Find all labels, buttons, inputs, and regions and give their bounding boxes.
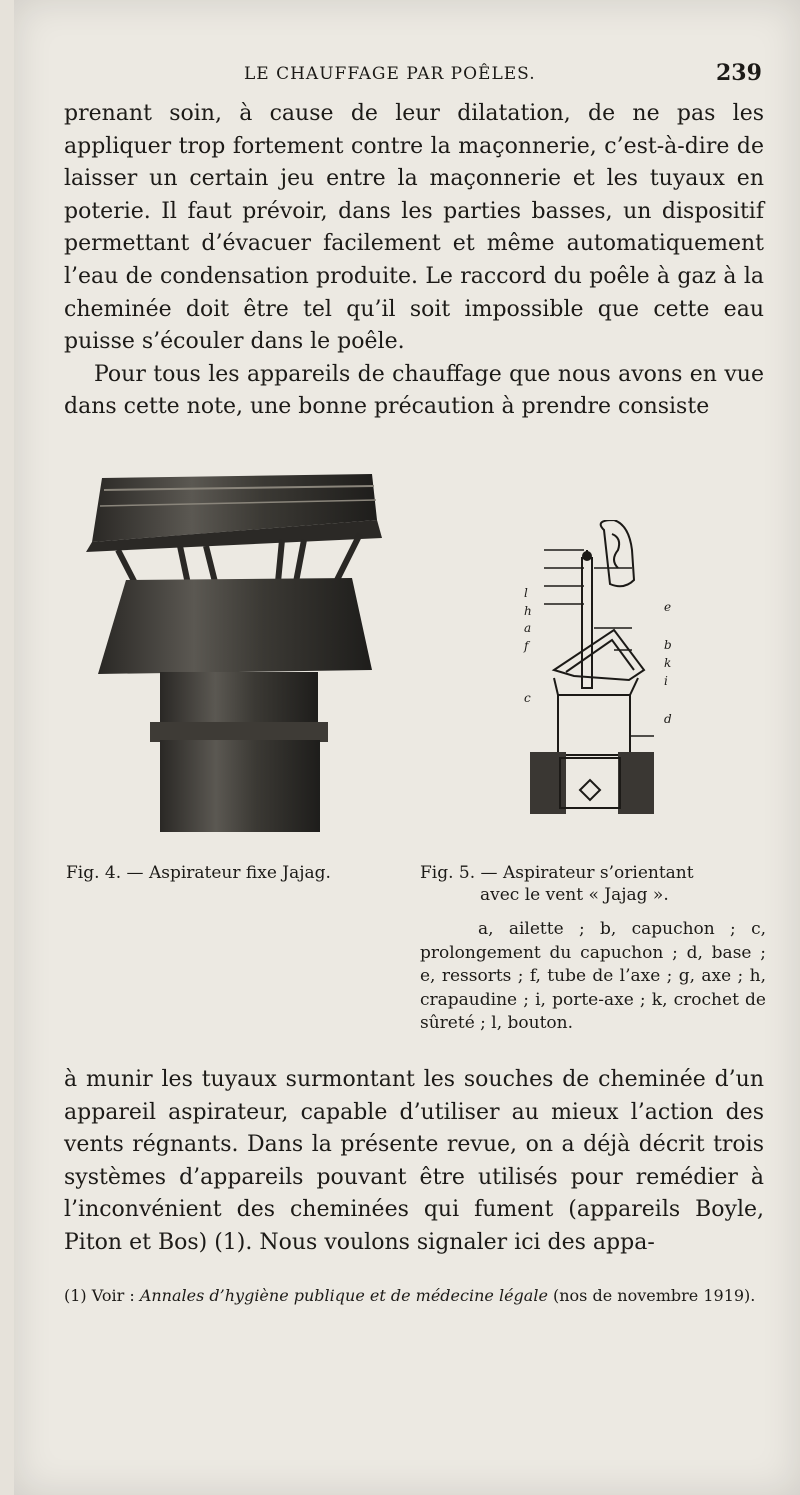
fig4-aspirator-image <box>82 460 382 840</box>
fig5-label-a: a <box>524 621 532 635</box>
fig5-caption-line1: Fig. 5. — Aspirateur s’orientant <box>420 863 694 883</box>
fig5-label-d: d <box>664 712 672 726</box>
fig5-caption <box>420 862 780 906</box>
fig5-right-labels <box>664 598 672 728</box>
fig5-caption-line2: avec le vent « Jajag ». <box>480 885 669 905</box>
figures-area <box>64 460 774 880</box>
fig5-legend: a, ailette ; b, capuchon ; c, prolongement du capuchon ; d, base ; e, ressorts ; f, tube de l’axe ; g, axe ; h, crapaudine ; i, porte-axe ; k, crochet de sûreté ; l, bouton. <box>420 919 766 1033</box>
fig5-label-l: l <box>524 586 528 600</box>
paragraph-3: à munir les tuyaux surmontant les souches de cheminée d’un appareil aspirateur, capable d’utiliser au mieux l’action des vents régnants. Dans la présente revue, on a déjà décrit trois systèmes d’appareils pouvant être utilisés pour remédier à l’inconvénient des cheminées qui fument (appareils Boyle, Piton et Bos) (1). Nous voulons signaler ici des appa- <box>64 1067 764 1255</box>
paragraph-1: prenant soin, à cause de leur dilatation, de ne pas les appliquer trop fortement contre la maçonnerie, c’est-à-dire de laisser un certain jeu entre la maçonnerie et les tuyaux en poterie. Il faut prévoir, dans les parties basses, un dispositif permettant d’évacuer facilement et même automatiquement l’eau de condensation produite. Le raccord du poêle à gaz à la cheminée doit être tel qu’il soit impossible que cette eau puisse s’écouler dans le poêle. <box>64 101 764 355</box>
footnote-marker: (1) Voir : <box>64 1286 135 1305</box>
fig5-label-f: f <box>524 638 529 653</box>
fig5-left-labels <box>524 585 532 708</box>
fig5-label-k: k <box>664 656 672 670</box>
fig5-label-c: c <box>524 691 531 705</box>
fig5-label-e: e <box>664 600 672 614</box>
footnote-journal: Annales d’hygiène publique et de médecine légale <box>139 1286 548 1305</box>
fig5-label-h: h <box>524 603 532 618</box>
fig5-label-b: b <box>664 638 672 652</box>
paragraph-2: Pour tous les appareils de chauffage que nous avons en vue dans cette note, une bonne précaution à prendre consiste <box>64 361 764 420</box>
page-number: 239 <box>716 60 762 86</box>
fig5-label-i: i <box>664 674 668 688</box>
running-title: LE CHAUFFAGE PAR POÊLES. <box>244 64 536 84</box>
footnote <box>64 1284 764 1307</box>
footnote-rest: (nos de novembre 1919). <box>553 1286 756 1305</box>
fig5-orienting-aspirator-diagram <box>514 520 714 830</box>
fig4-caption: Fig. 4. — Aspirateur fixe Jajag. <box>66 863 331 883</box>
document-page <box>14 0 800 1495</box>
body-text-top <box>64 98 764 424</box>
body-text-bottom <box>64 1064 764 1260</box>
